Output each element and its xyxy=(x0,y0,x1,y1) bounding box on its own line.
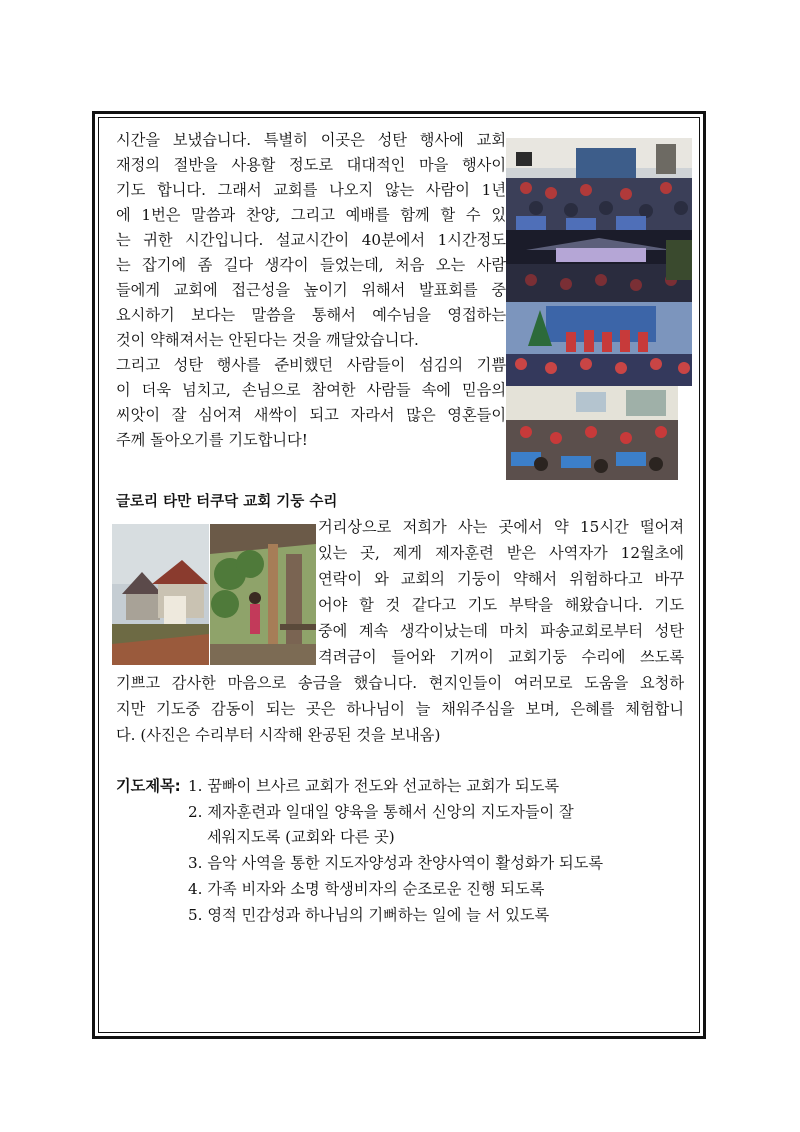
christmas-event-photo-3 xyxy=(506,302,692,386)
section-line: 다. (사진은 수리부터 시작해 완공된 것을 보내옴) xyxy=(116,726,441,744)
prayer-item: 3. 음악 사역을 통한 지도자양성과 찬양사역이 활성화가 되도록 xyxy=(188,854,604,872)
section-line: 있는 곳, 제게 제자훈련 받은 사역자가 12월초에 xyxy=(318,544,684,562)
section-line: 연락이 와 교회의 기둥이 약해서 위험하다고 바꾸 xyxy=(318,570,684,588)
section-line: 기쁘고 감사한 마음으로 송금을 했습니다. 현지인들이 여러모로 도움을 요청하 xyxy=(116,674,684,692)
intro-line: 에 1번은 말씀과 찬양, 그리고 예배를 함께 할 수 있 xyxy=(116,206,506,224)
intro-line: 주께 돌아오기를 기도합니다! xyxy=(116,431,308,449)
intro-line: 씨앗이 잘 심어져 새싹이 되고 자라서 많은 영혼들이 xyxy=(116,406,506,424)
intro-line: 재정의 절반을 사용할 정도로 대대적인 마을 행사이 xyxy=(116,156,506,174)
intro-line: 기도 합니다. 그래서 교회를 나오지 않는 사람이 1년 xyxy=(116,181,506,199)
christmas-event-photo-4 xyxy=(506,386,678,480)
intro-line: 요시하기 보다는 말씀을 통해서 예수님을 영접하는 xyxy=(116,306,506,324)
intro-line: 이 더욱 넘치고, 손님으로 참여한 사람들 속에 믿음의 xyxy=(116,381,506,399)
section-heading: 글로리 타만 터쿠닥 교회 기둥 수리 xyxy=(116,494,338,510)
intro-line: 는 귀한 시간입니다. 설교시간이 40분에서 1시간정도 xyxy=(116,231,506,249)
section-line: 어야 할 것 같다고 기도 부탁을 해왔습니다. 기도 xyxy=(318,596,684,614)
christmas-event-photo-2 xyxy=(506,230,692,302)
section-line: 거리상으로 저희가 사는 곳에서 약 15시간 떨어져 xyxy=(318,518,684,536)
prayer-item: 2. 제자훈련과 일대일 양육을 통해서 신앙의 지도자들이 잘 xyxy=(188,803,574,821)
section-line: 지만 기도중 감동이 되는 곳은 하나님이 늘 채워주심을 보며, 은혜를 체험합니 xyxy=(116,700,684,718)
prayer-item: 4. 가족 비자와 소명 학생비자의 순조로운 진행 되도록 xyxy=(188,880,545,898)
intro-line: 는 잡기에 좀 길다 생각이 들었는데, 처음 오는 사람 xyxy=(116,256,506,274)
prayer-item-continuation: 세워지도록 (교회와 다른 곳) xyxy=(207,828,395,846)
section-line: 중에 계속 생각이났는데 마치 파송교회로부터 성탄 xyxy=(318,622,684,640)
intro-line: 그리고 성탄 행사를 준비했던 사람들이 섬김의 기쁨 xyxy=(116,356,506,374)
prayer-item: 1. 꿈빠이 브사르 교회가 전도와 선교하는 교회가 되도록 xyxy=(188,777,560,795)
section-line: 격려금이 들어와 기꺼이 교회기둥 수리에 쓰도록 xyxy=(318,648,684,666)
pillar-repair-photo xyxy=(210,524,316,665)
prayer-item: 5. 영적 민감성과 하나님의 기뻐하는 일에 늘 서 있도록 xyxy=(188,906,550,924)
prayer-label: 기도제목: xyxy=(116,777,181,795)
church-building-photo xyxy=(112,524,209,665)
christmas-event-photo-1 xyxy=(506,138,692,230)
intro-line: 시간을 보냈습니다. 특별히 이곳은 성탄 행사에 교회 xyxy=(116,131,506,149)
intro-line: 것이 약해져서는 안된다는 것을 깨달았습니다. xyxy=(116,331,419,349)
intro-line: 들에게 교회에 접근성을 높이기 위해서 발표회를 중 xyxy=(116,281,506,299)
